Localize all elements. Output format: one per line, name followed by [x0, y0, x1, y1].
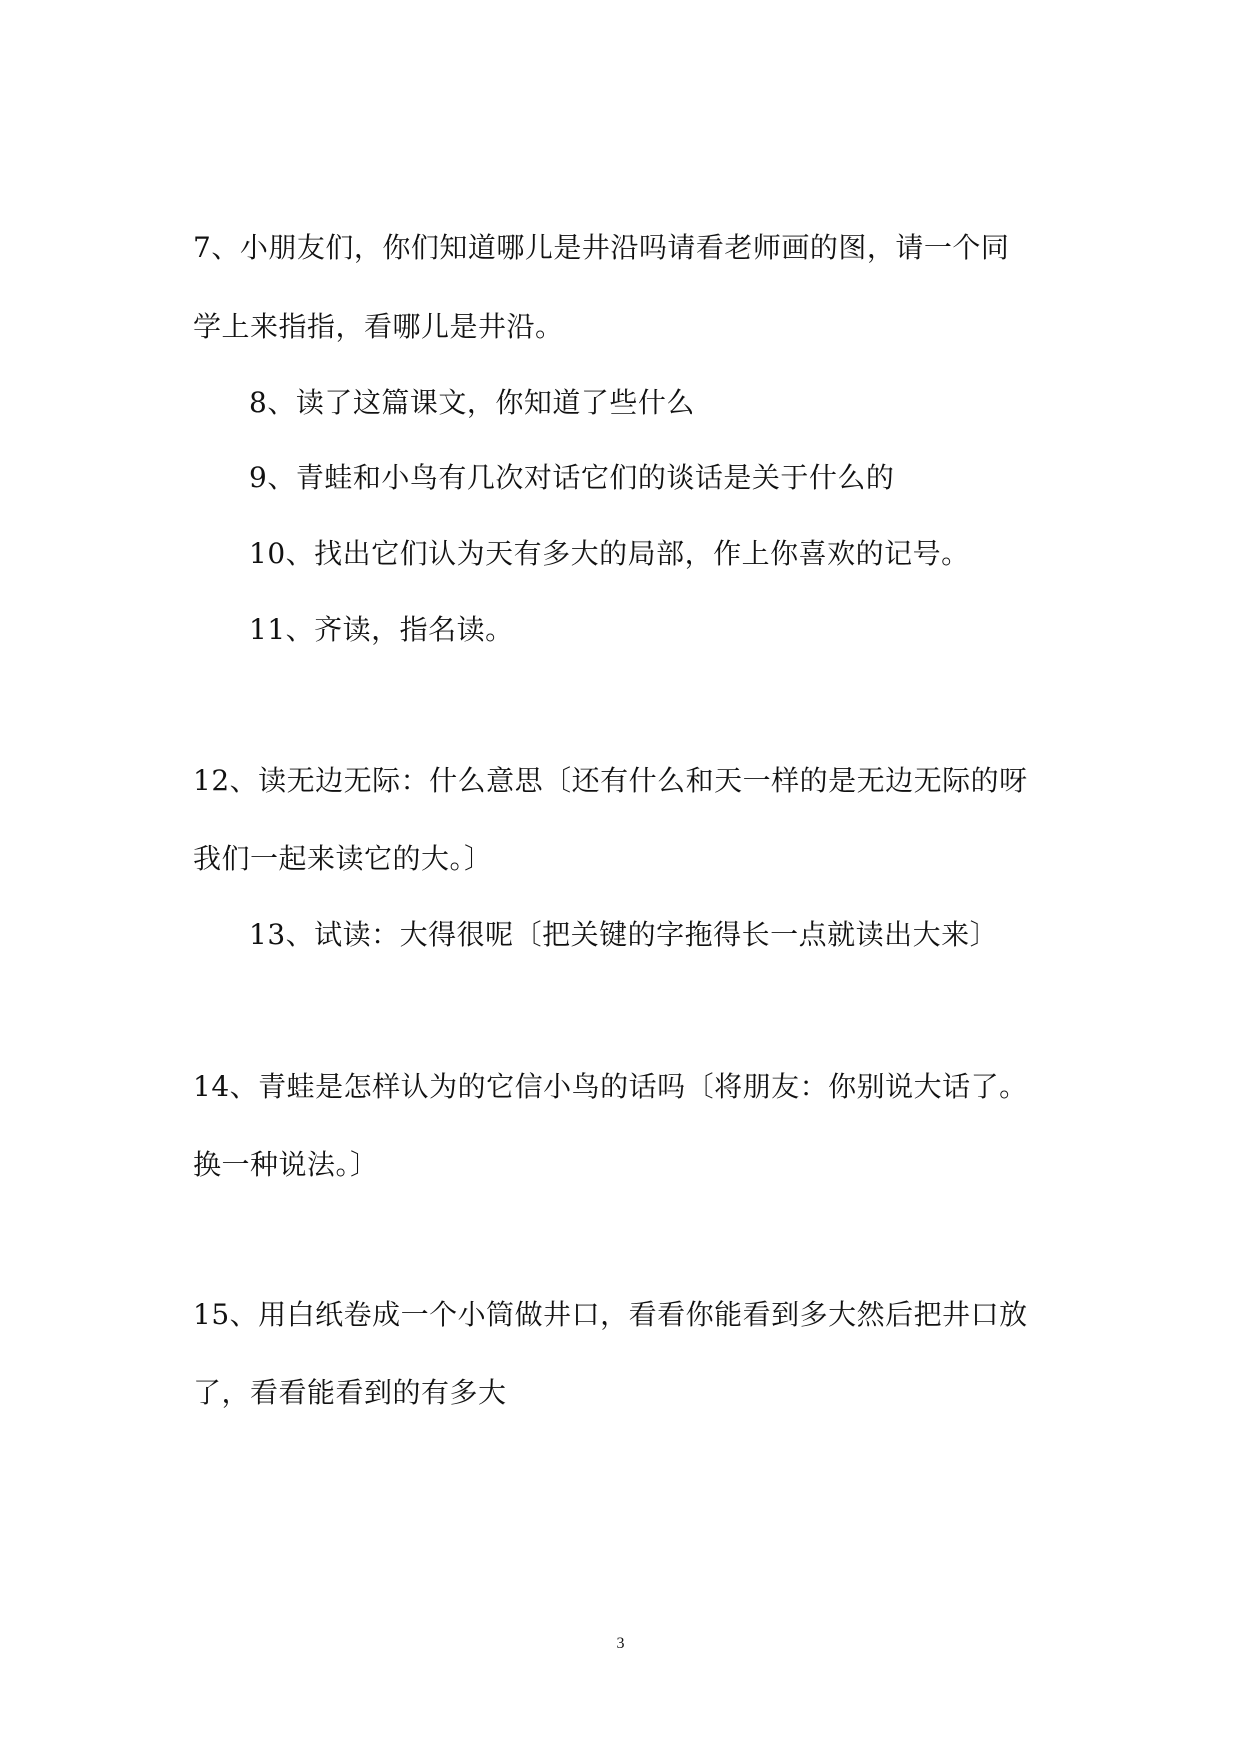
paragraph-line-item-14: 14、青蛙是怎样认为的它信小鸟的话吗〔将朋友：你别说大话了。	[193, 1070, 1028, 1103]
paragraph-line-item-8: 8、读了这篇课文，你知道了些什么	[249, 386, 695, 419]
page-number: 3	[616, 1635, 625, 1652]
paragraph-line-item-12-cont: 我们一起来读它的大。〕	[193, 842, 493, 875]
paragraph-line-item-12: 12、读无边无际：什么意思〔还有什么和天一样的是无边无际的呀	[193, 764, 1028, 797]
paragraph-line-item-13: 13、试读：大得很呢〔把关键的字拖得长一点就读出大来〕	[249, 918, 999, 951]
paragraph-line-item-9: 9、青蛙和小鸟有几次对话它们的谈话是关于什么的	[249, 461, 895, 494]
paragraph-line-item-7: 7、小朋友们，你们知道哪儿是井沿吗请看老师画的图，请一个同	[193, 231, 1010, 264]
paragraph-line-item-15: 15、用白纸卷成一个小筒做井口，看看你能看到多大然后把井口放	[193, 1298, 1028, 1331]
paragraph-line-item-7-cont: 学上来指指，看哪儿是井沿。	[193, 310, 564, 343]
paragraph-line-item-14-cont: 换一种说法。〕	[193, 1148, 379, 1181]
paragraph-line-item-10: 10、找出它们认为天有多大的局部，作上你喜欢的记号。	[249, 537, 970, 570]
paragraph-line-item-15-cont: 了，看看能看到的有多大	[193, 1376, 507, 1409]
paragraph-line-item-11: 11、齐读，指名读。	[249, 613, 514, 646]
